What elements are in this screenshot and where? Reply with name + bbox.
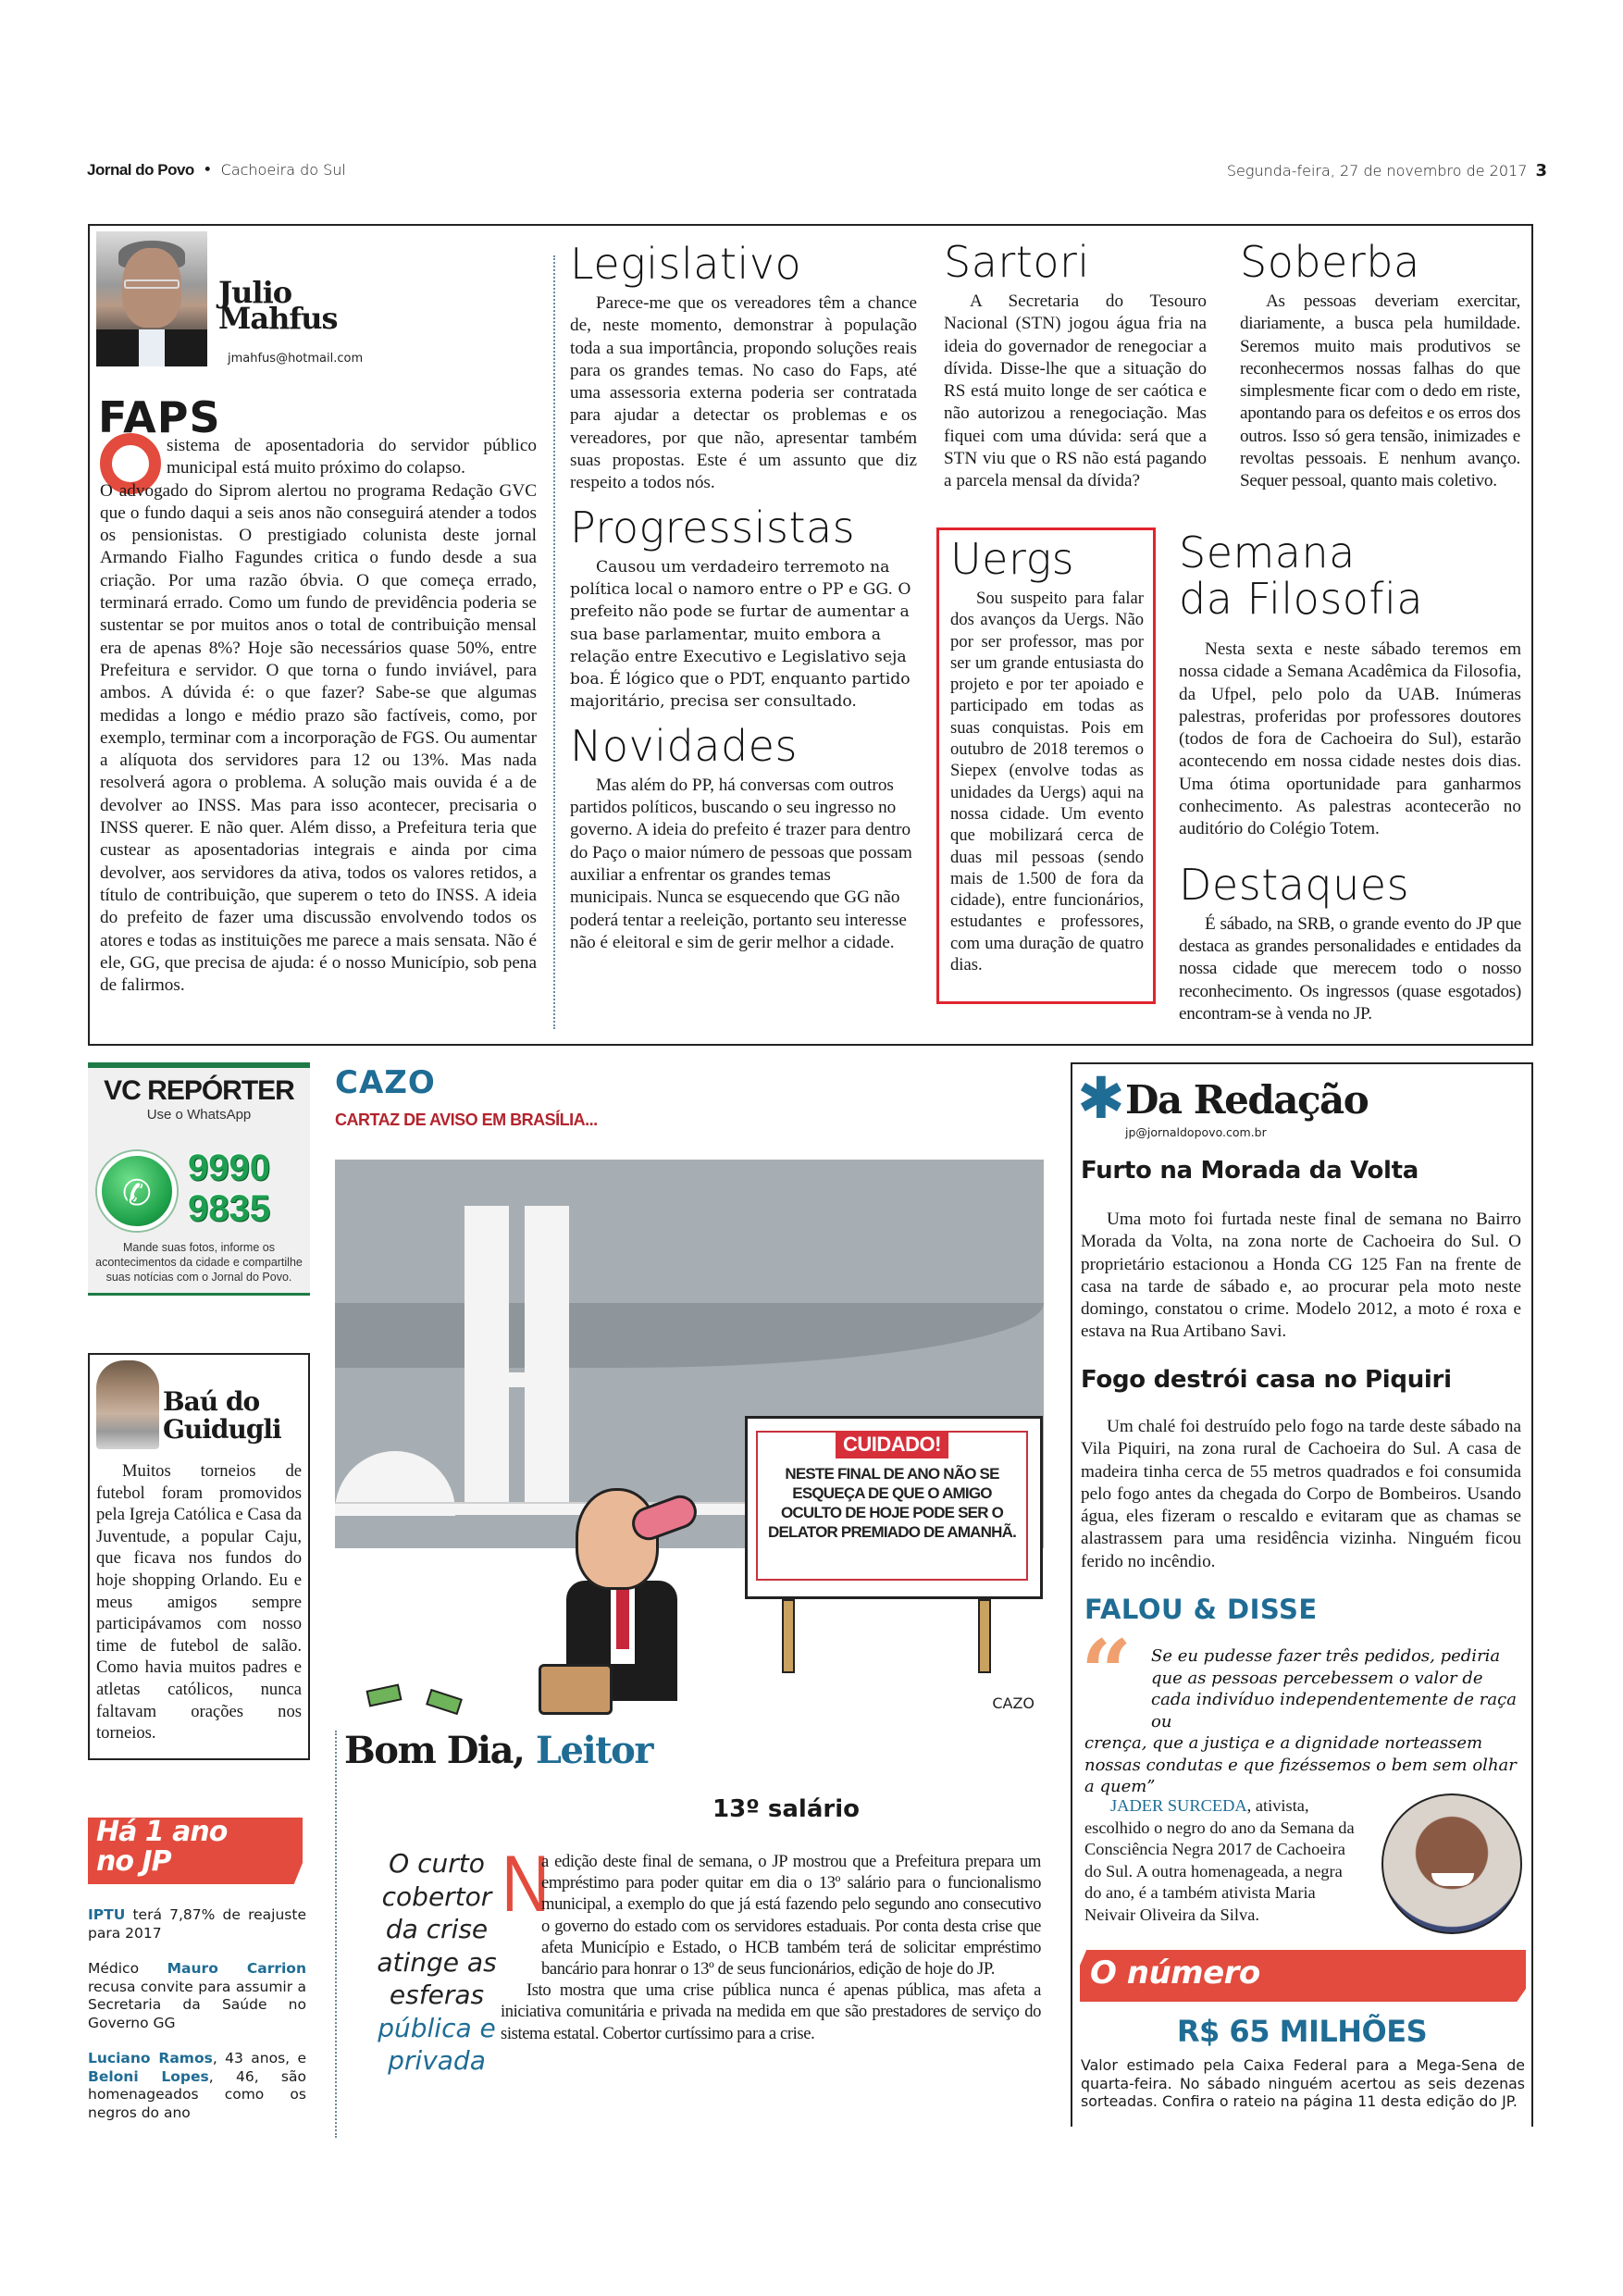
whatsapp-icon: ✆: [97, 1151, 177, 1231]
bau-guidugli-title: [163, 1388, 281, 1444]
item-highlight: Mauro Carrion: [167, 1960, 306, 1977]
title-accent: Leitor: [535, 1729, 652, 1772]
bom-dia-pullquote: [372, 1847, 502, 2078]
pullquote-accent: pública e privada: [378, 2012, 496, 2076]
section-body: As pessoas deveriam exercitar, diariamente, a busca pela humildade. Seremos muito mais produtivos se reconhecermos nossas falhas do que simplesmente ficar com o dedo em riste, apontando para os defeitos e os erros dos outros. Isso só gera tensão, inimizades e revoltas pessoais. E nenhum avanço. Sequer pessoal, quanto mais coletivo.: [1240, 292, 1520, 491]
article-body: [501, 1840, 1041, 2044]
warning-sign: [745, 1416, 1043, 1673]
section-sartori: [944, 239, 1207, 493]
title-main: Bom Dia,: [344, 1729, 525, 1772]
cartoon-image: [335, 1127, 1044, 1718]
section-destaques: [1179, 859, 1521, 1025]
author-first-name: Julio: [218, 275, 292, 310]
author-name: [218, 275, 338, 336]
item-text: , 46, são homenageados como os negros do ano: [88, 2067, 306, 2121]
da-redacao-title: Da Redação: [1125, 1077, 1369, 1123]
section-novidades: [570, 720, 917, 954]
title-line-2: Guidugli: [163, 1414, 281, 1445]
masthead-right: [1227, 161, 1547, 180]
o-numero-description: Valor estimado pela Caixa Federal para a Mega-Sena de quarta-feira. No sábado ninguém acertou as seis dezenas sorteadas. Confira o rateio na página 11 desta edição do JP.: [1081, 2056, 1525, 2110]
list-item: [88, 1960, 306, 2032]
person-name: JADER SURCEDA: [1110, 1796, 1247, 1815]
section-title-line1: Semana: [1179, 527, 1356, 577]
story-title: Fogo destrói casa no Piquiri: [1081, 1366, 1452, 1394]
masthead-separator: •: [203, 161, 213, 180]
section-semana-filosofia: [1179, 529, 1521, 841]
item-text: terá 7,87% de reajuste para 2017: [88, 1906, 306, 1942]
newspaper-brand: Jornal do Povo: [87, 161, 194, 179]
column-4-lower: [1179, 529, 1521, 1025]
article-title: 13º salário: [712, 1795, 860, 1823]
vc-reporter-ad[interactable]: [88, 1062, 310, 1296]
quote-rest: crença, que a justiça e a dignidade norteassem nossas condutas e que fizéssemos o bem sem olhar a quem”: [1084, 1733, 1517, 1796]
quote-mark-icon: “: [1081, 1620, 1133, 1725]
columnist-photo: [96, 1360, 159, 1449]
phone-part-2: 9835: [188, 1188, 270, 1229]
section-body: É sábado, na SRB, o grande evento do JP que destaca as grandes personalidades e entidades da nossa cidade que merecem todo o nosso reconhecimento. Os ingressos (quase esgotados) encontram-se à venda no JP.: [1179, 913, 1521, 1024]
bom-dia-divider: [335, 1731, 337, 2138]
falou-disse-quote: [1084, 1645, 1523, 1798]
vc-reporter-description: Mande suas fotos, informe os acontecimentos da cidade e compartilhe suas notícias com o Jornal do Povo.: [95, 1241, 303, 1284]
main-article-rest: O advogado do Siprom alertou no programa Redação GVC que o fundo daqui a seis anos não conseguirá atender a todos os pensionistas. O prestigiado colunista deste jornal Armando Fialho Fagundes critica o fundo desde a sua criação. Por uma razão óbvia. O que começa errado, terminará errado. Como um fundo de previdência poderia se sustentar se por muitos anos o total de contribuição mensal era de apenas 8%? Hoje são necessários quase 50%, entre Prefeitura e servidor. O que torna o fundo inviável, para ambos. A dúvida é: o que fazer? Sabe-se que algumas medidas a longo e médio prazo são factíveis, como, por exemplo, terminar com a incorporação de FGS. Ou aumentar a alíquota dos servidores para 12 ou 13%. Mas nada resolverá agora o problema. A solução mais ouvida é a de devolver ao INSS. Mas para isso acontecer, precisaria o INSS querer. E não quer. Além disso, a Prefeitura teria que custear as aposentadorias integrais e ainda por cima devolver, aos servidores da ativa, todos os valores retidos, a título de contribuição, que superem o teto do INSS. A ideia do prefeito de fazer uma discussão envolvendo todos os atores e todas as instituições me parece a mais sensata. Não é ele, GG, que precisa de ajuda: é o nosso Município, sob pena de falirmos.: [100, 480, 537, 996]
person-bio: , ativista, escolhido o negro do ano da Semana da Consciência Negra 2017 de Cachoeira do Sul. A outra homenageada, a negra do ano, é a também ativista Maria Neivair Oliveira da Silva.: [1084, 1796, 1355, 1924]
title-line-1: Há 1 ano: [96, 1816, 228, 1848]
section-body: Causou um verdadeiro terremoto na política local o namoro entre o PP e GG. O prefeito não pode se furtar de aumentar a sua base parlamentar, muito embora a relação entre Executivo e Legislativo seja boa. É lógico que o PDT, enquanto partido majoritário, precisa ser consultado.: [570, 557, 911, 712]
dropcap-n: N: [502, 1840, 550, 1929]
cartoon-caption: CARTAZ DE AVISO EM BRASÍLIA...: [335, 1111, 598, 1129]
o-numero-title: O número: [1090, 1955, 1260, 1992]
paragraph-1: a edição deste final de semana, o JP mostrou que a Prefeitura prepara um empréstimo para poder quitar em dia o 13º salário para o funcionalismo municipal, a exemplo do que já está fazendo pelo segundo ano consecutivo o governo do estado com os servidores estaduais. Por conta desta crise que afeta Município e Estado, o HCB também terá de solicitar empréstimo bancário para honrar o 13º de seus funcionários, edição de hoje do JP.: [541, 1852, 1041, 1980]
issue-date: Segunda-feira, 27 de novembro de 2017: [1226, 162, 1528, 180]
ha-1-ano-title: [96, 1818, 227, 1877]
item-mid: , 43 anos, e: [212, 2050, 307, 2066]
title-line-1: Baú do: [163, 1386, 260, 1417]
list-item: [88, 2050, 306, 2122]
vc-reporter-title: VC REPÓRTER: [104, 1075, 294, 1106]
author-photo: [96, 231, 207, 366]
story-body: Um chalé foi destruído pelo fogo na tarde deste sábado na Vila Piquiri, na zona rural de Cachoeira do Sul. A casa de madeira tinha cerca de 55 metros quadrados e foi consumida pelo fogo antes da chegada do Corpo de Bombeiros. Usando água, eles fizeram o rescaldo e evitaram que as chamas se alastrassem para uma residência vizinha. Ninguém ficou ferido no incêndio.: [1081, 1417, 1521, 1571]
item-highlight: IPTU: [88, 1906, 126, 1923]
column-divider: [553, 255, 555, 1029]
list-item: [88, 1906, 306, 1942]
ha-1-ano-list: [88, 1906, 306, 2140]
item-prefix: Médico: [88, 1960, 167, 1977]
item-highlight: Luciano Ramos: [88, 2050, 213, 2066]
section-body: Nesta sexta e neste sábado teremos em nossa cidade a Semana Acadêmica da Filosofia, da Ufpel, pelo polo da UAB. Inúmeras palestras, proferidas por professores doutores (todos de fora de Cachoeira do Sul), estarão acontecendo em nossa cidade nestes dois dias. Uma ótima oportunidade para ganharmos conhecimento. As palestras acontecerão no auditório do Colégio Totem.: [1179, 639, 1521, 839]
quote-lead: Se eu pudesse fazer três pedidos, pediria que as pessoas percebessem o valor de cada indivíduo independentemente de raça ou: [1151, 1646, 1517, 1731]
item-text: recusa convite para assumir a Secretaria da Saúde no Governo GG: [88, 1978, 306, 2031]
item-highlight-2: Beloni Lopes: [88, 2067, 209, 2085]
falou-disse-bio: [1084, 1795, 1362, 1927]
main-headline: FAPS: [98, 392, 221, 442]
section-body: Sou suspeito para falar dos avanços da Uergs. Não por ser professor, mas por ser um grande entusiasta do projeto e por ter apoiado e participado em todas as suas conquistas. Pois em outubro de 2018 teremos o Siepex (envolve todas as unidades da Uergs) aqui na nossa cidade. Um evento que mobilizará cerca de duas mil pessoas (sendo mais de 1.500 de fora da cidade), entre funcionários, estudantes e professores, com uma duração de quatro dias.: [950, 589, 1144, 975]
section-title: Sartori: [944, 237, 1090, 287]
author-email[interactable]: jmahfus@hotmail.com: [228, 352, 364, 366]
section-body: A Secretaria do Tesouro Nacional (STN) jogou água fria na ideia do governador de renegociar a dívida. Disse-lhe que a situação do RS está muito longe de ser caótica e não autorizou a renegociação. Mas fiquei com uma dúvida: será que a STN viu que o RS não está pagando a parcela mensal da dívida?: [944, 292, 1207, 491]
section-body: Parece-me que os vereadores têm a chance de, neste momento, demonstrar à população toda a sua importância, propondo soluções reais para os grandes temas. No caso do Faps, até uma assessoria externa poderia ser contratada para ajudar a detectar os problemas e os vereadores, por que não, apresentar também suas propostas. Este é um assunto que diz respeito a todos nós.: [570, 293, 917, 493]
section-title: Uergs: [950, 534, 1075, 584]
story-title: Furto na Morada da Volta: [1081, 1157, 1419, 1185]
pullquote-main: O curto cobertor da crise atinge as esferas: [377, 1848, 497, 2010]
column-2: [570, 241, 917, 963]
main-article-body: [100, 435, 537, 997]
falou-disse-title: FALOU & DISSE: [1084, 1594, 1318, 1625]
section-uergs: [936, 527, 1156, 1004]
warning-text: NESTE FINAL DE ANO NÃO SE ESQUEÇA DE QUE O AMIGO OCULTO DE HOJE PODE SER O DELATOR PREMIADO DE AMANHÃ.: [767, 1465, 1017, 1541]
author-last-name: Mahfus: [218, 301, 338, 336]
whatsapp-number[interactable]: [188, 1148, 270, 1229]
section-title-line2: da Filosofia: [1179, 574, 1424, 624]
bom-dia-title: [344, 1729, 652, 1772]
paragraph-2: Isto mostra que uma crise pública nunca é apenas pública, mas afeta a iniciativa comunitária e privada na medida em que são prestadores de serviço do sistema estatal. Cobertor curtíssimo para a crise.: [501, 1980, 1041, 2043]
da-redacao-email[interactable]: jp@jornaldopovo.com.br: [1125, 1125, 1267, 1139]
main-article-lead: sistema de aposentadoria do servidor público municipal está muito próximo do colapso.: [167, 436, 537, 478]
cartoon-politician: [557, 1488, 705, 1718]
story-body: Uma moto foi furtada neste final de semana no Bairro Morada da Volta, na zona norte de Cachoeira do Sul. O proprietário estacionou a Honda CG 125 Fan na frente de casa na tarde de sábado e, ao procurar pela moto neste domingo, constatou o crime. Modelo 2012, a moto é roxa e estava na Rua Artibano Savi.: [1081, 1210, 1521, 1342]
o-numero-value: R$ 65 MILHÕES: [1176, 2014, 1428, 2049]
section-title: Novidades: [570, 720, 798, 771]
title-line-2: no JP: [96, 1845, 171, 1878]
section-title: Soberba: [1240, 237, 1420, 287]
phone-part-1: 9990: [188, 1148, 270, 1188]
section-title: Progressistas: [570, 502, 856, 552]
cartoon-signature: CAZO: [992, 1694, 1035, 1712]
briefcase-icon: [539, 1664, 613, 1715]
warning-header: CUIDADO!: [836, 1431, 948, 1458]
section-title: Legislativo: [570, 239, 802, 289]
page-number: 3: [1535, 161, 1547, 180]
section-body: Mas além do PP, há conversas com outros partidos políticos, buscando o seu ingresso no governo. A ideia do prefeito é trazer para dentro do Paço o maior número de pessoas que possam auxiliar a enfrentar os grandes temas municipais. Nunca se esquecendo que GG não poderá tentar a reeleição, portanto seu interesse não é eleitoral e sim de gerir melhor a cidade.: [570, 775, 912, 952]
bau-guidugli-body: Muitos torneios de futebol foram promovidos pela Igreja Católica e Casa da Juventude, a popular Caju, que ficava nos fundos do hoje shopping Orlando. Eu e meus amigos sempre participávamos com nosso time de futebol de salão. Como havia muitos padres e atletas católicos, nunca faltavam orações nos torneios.: [96, 1461, 302, 1744]
masthead-city: Cachoeira do Sul: [220, 161, 346, 179]
person-photo: [1381, 1793, 1522, 1934]
masthead-left: [87, 161, 346, 180]
cartoon-label: CAZO: [335, 1064, 436, 1101]
asterisk-icon: ✱: [1077, 1064, 1125, 1132]
section-soberba: [1240, 239, 1520, 493]
section-legislativo: [570, 241, 917, 495]
section-progressistas: [570, 504, 917, 714]
section-title: Destaques: [1179, 859, 1410, 910]
vc-reporter-subtitle: Use o WhatsApp: [146, 1107, 252, 1123]
